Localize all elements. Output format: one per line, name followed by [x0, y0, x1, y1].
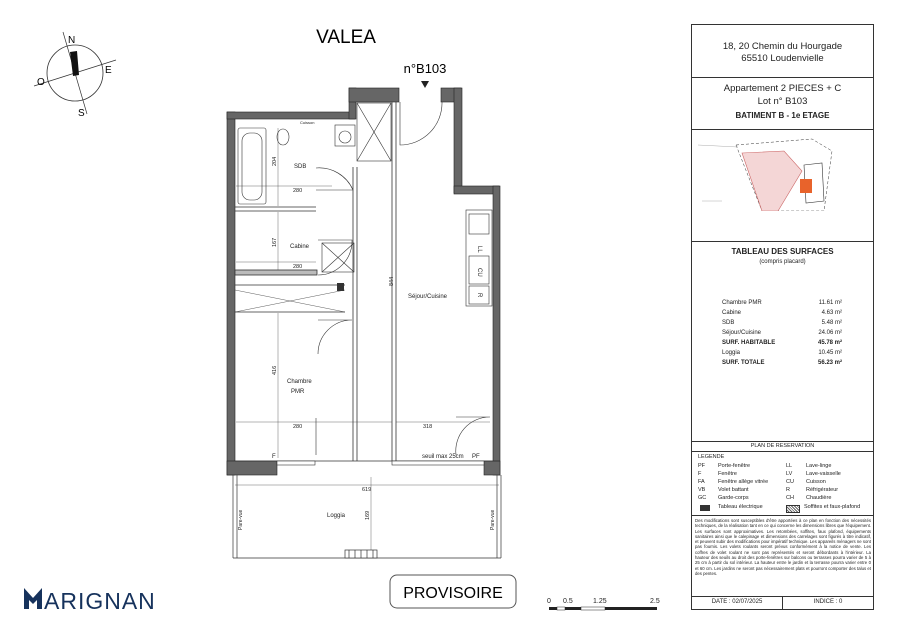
lot-label: n°B103 — [403, 61, 447, 76]
provisoire-label: PROVISOIRE — [403, 585, 503, 602]
legend-label: Réfrigérateur — [806, 487, 839, 493]
surface-row — [722, 360, 842, 369]
scale-t1: 0.5 — [563, 598, 573, 605]
legend-code: LV — [786, 471, 793, 477]
surface-value: 45.78 m² — [817, 340, 842, 346]
appliance-cu: CU — [476, 268, 482, 277]
surface-row — [722, 310, 842, 319]
legend-code: LL — [786, 463, 793, 469]
legend-code: CU — [786, 479, 794, 485]
compass-west: O — [37, 77, 45, 88]
room-chambre-2: PMR — [291, 389, 305, 395]
lot-marker — [800, 179, 812, 193]
address-line-2: 65510 Loudenvielle — [741, 53, 824, 64]
room-loggia: Loggia — [327, 513, 346, 519]
surface-row — [722, 350, 842, 359]
legend-label: Fenêtre — [718, 471, 737, 477]
legend-code: VB — [698, 487, 706, 493]
windows — [277, 461, 484, 465]
legend-label: Volet battant — [718, 487, 749, 493]
surface-label: SURF. HABITABLE — [722, 340, 776, 346]
electric-panel-legend-icon — [700, 505, 710, 511]
room-cabine: Cabine — [290, 244, 310, 250]
surface-label: Chambre PMR — [722, 300, 762, 306]
lot-number: Lot n° B103 — [757, 96, 808, 107]
compass — [34, 32, 116, 119]
legend-label: Garde-corps — [718, 495, 749, 501]
mark-seuil: seuil max 25cm — [422, 454, 464, 460]
date: DATE : 02/07/2025 — [711, 599, 763, 605]
legend-label: Lave-vaisselle — [806, 471, 841, 477]
dim-280-a: 280 — [293, 188, 303, 194]
apt-type: Appartement 2 PIECES + C — [723, 83, 842, 94]
legend-tableau-elec: Tableau électrique — [718, 504, 763, 510]
room-cuisson: Cuisson — [300, 120, 315, 125]
legend-label: Cuisson — [806, 479, 826, 485]
legend-label: Chaudière — [806, 495, 832, 501]
room-chambre-1: Chambre — [287, 379, 312, 385]
scale-t0: 0 — [547, 598, 551, 605]
table-subtitle: (compris placard) — [759, 259, 806, 265]
surface-row — [722, 300, 842, 309]
indice: INDICE : 0 — [813, 599, 843, 605]
appliance-ll: LL — [476, 246, 482, 253]
legend-soffites: Soffites et faux-plafond — [804, 504, 861, 510]
dim-619: 619 — [362, 487, 372, 493]
situation-map — [692, 131, 873, 211]
room-sdb: SDB — [294, 164, 307, 170]
electric-panel-icon — [337, 283, 344, 291]
surface-value: 5.48 m² — [821, 320, 842, 326]
address-line-1: 18, 20 Chemin du Hourgade — [722, 41, 843, 52]
mark-pf: PF — [472, 454, 480, 460]
surface-value: 56.23 m² — [817, 360, 842, 366]
legend-label: Porte-fenêtre — [718, 463, 751, 469]
batiment: BATIMENT B - 1e ETAGE — [735, 111, 830, 120]
mark-f: F — [272, 454, 276, 460]
compass-east: E — [105, 65, 112, 76]
surface-row — [722, 340, 842, 349]
legend-code: F — [698, 471, 702, 477]
dim-280-c: 280 — [293, 424, 303, 430]
soffite-legend-icon — [786, 505, 800, 513]
fixtures — [235, 103, 492, 312]
info-panel — [691, 24, 874, 610]
legend-code: FA — [698, 479, 705, 485]
surface-label: Cabine — [722, 310, 742, 316]
legend-label: Lave-linge — [806, 463, 832, 469]
dim-280-b: 280 — [293, 264, 303, 270]
legend-label: Fenêtre allège vitrée — [718, 479, 769, 485]
brand-name: ARIGNAN — [44, 588, 156, 614]
legend-code: PF — [698, 463, 706, 469]
legend-code: CH — [786, 495, 794, 501]
plan-reservation: PLAN DE RESERVATION — [750, 443, 815, 449]
scale-bar — [547, 598, 660, 610]
surface-row — [722, 330, 842, 339]
dim-204: 204 — [272, 156, 278, 166]
legend-title: LEGENDE — [698, 454, 725, 460]
dim-318: 318 — [423, 424, 433, 430]
room-sejour: Séjour/Cuisine — [408, 294, 448, 300]
door-swings — [316, 102, 490, 455]
surface-row — [722, 320, 842, 329]
dim-169: 169 — [365, 510, 371, 520]
surface-value: 10.45 m² — [818, 350, 842, 356]
dim-167: 167 — [272, 237, 278, 247]
dim-416: 416 — [272, 365, 278, 375]
scale-t2: 1.25 — [593, 598, 607, 605]
pare-vue-left: Pare-vue — [238, 509, 244, 530]
brand-logo — [24, 588, 156, 614]
surface-label: SURF. TOTALE — [722, 360, 765, 366]
legend-code: GC — [698, 495, 707, 501]
surface-label: Séjour/Cuisine — [722, 330, 762, 336]
entry-arrow-icon — [421, 81, 429, 88]
surface-value: 11.61 m² — [818, 300, 842, 306]
disclaimer-notes: Des modifications sont susceptibles d'être apportées à ce plan en fonction des nécessités techniques, de la réalisation tant en ce qui concerne les dimensions libres que l'équipement. Les surfaces sont approximatives. Les retombées, soffites, faux plafond, équipements sanitaires ainsi que le calepinage et dimensions des carrelages sont figurés à titre indicatif, et peuvent subir des modifications pour impératif technique. Les appareils ménagers ne sont pas fournis. Les volets roulants seront prévus conformément à la notice de vente. Les coffres de volet roulant ne sont pas représentés et seront débordants à l'intérieur. La hauteur des seuils au droit des porte-fenêtres sur balcons ou terrasses pourra varier de 5 à 25 cm à partir du sol intérieur. La hauteur entre le jardin et la terrasse pourra varier entre 0 et 60 cm. Les jardins ne seront pas nécessairement plats et pourront comporter des talus et des pentes. — [695, 518, 871, 576]
surface-label: SDB — [722, 320, 735, 326]
compass-south: S — [78, 108, 85, 119]
table-title: TABLEAU DES SURFACES — [731, 247, 834, 256]
project-name: VALEA — [316, 27, 376, 48]
scale-t3: 2.5 — [650, 598, 660, 605]
pare-vue-right: Pare-vue — [490, 509, 496, 530]
surface-value: 4.63 m² — [821, 310, 842, 316]
surface-label: Loggia — [722, 350, 741, 356]
legend-code: R — [786, 487, 790, 493]
dim-844: 844 — [389, 276, 395, 286]
appliance-r: R — [476, 293, 482, 298]
surface-value: 24.06 m² — [818, 330, 842, 336]
compass-north: N — [68, 35, 76, 46]
